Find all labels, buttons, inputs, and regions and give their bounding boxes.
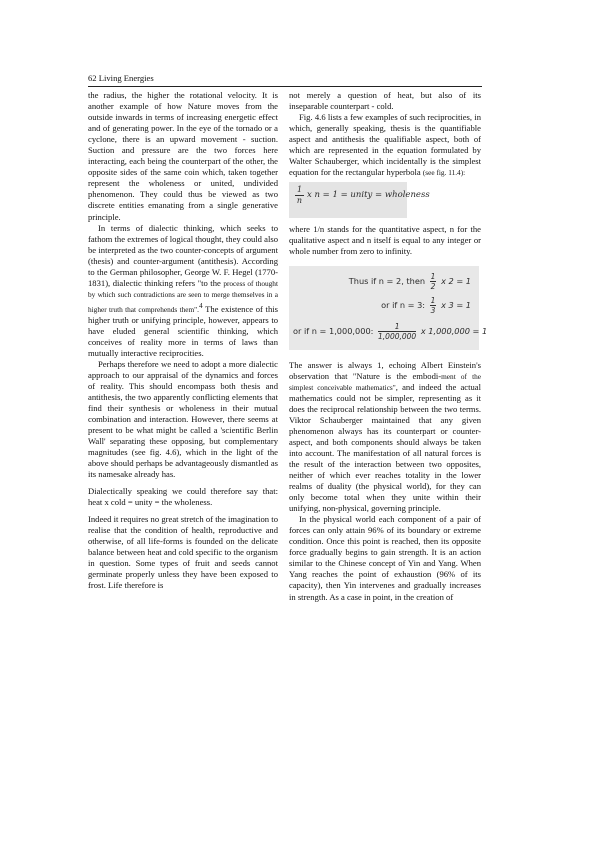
hyperbola-equation-figure xyxy=(289,182,430,218)
fraction-denominator: 2 xyxy=(430,281,436,291)
running-head-text: 62 Living Energies xyxy=(88,73,154,83)
equation-text: Thus if n = 2, then xyxy=(348,275,426,286)
fraction-numerator: 1 xyxy=(296,185,303,195)
left-column xyxy=(88,90,278,591)
paragraph-fig-ref xyxy=(289,112,481,178)
equation-line-3 xyxy=(293,322,487,341)
fraction-numerator: 1 xyxy=(378,322,416,332)
equation-text: or if n = 1,000,000: xyxy=(293,325,374,336)
fraction xyxy=(430,272,437,291)
text-run: The answer is always 1, echoing Albert Einstein's observation that "Nature is the embodi- xyxy=(289,359,481,381)
right-column xyxy=(289,90,488,603)
paragraph: Dialectically speaking we could therefore say that: heat x cold = unity = the wholeness. xyxy=(88,485,278,507)
figure-reference: (see fig. 11.4): xyxy=(422,168,466,178)
fraction-denominator: n xyxy=(296,196,303,206)
paragraph: where 1/n stands for the quantitative aspect, n for the qualitative aspect and n itself is equal to any integer or whole number from zero to infinity. xyxy=(289,224,481,257)
fraction-denominator: 3 xyxy=(430,305,436,315)
quotation-small: ment of the simplest conceivable mathematics" xyxy=(289,371,482,392)
equation-text: x 2 = 1 xyxy=(441,275,471,286)
equation-line-1 xyxy=(349,272,471,291)
paragraph: Indeed it requires no great stretch of the imagination to realise that the condition of health, reproductive and otherwise, of all life-forms is founded on the delicate balance between heat and cold specific to the organism in question. Some types of fruit and seeds cannot germinate properly unless they have been exposed to frost. Life therefore is xyxy=(88,513,278,590)
footnote-marker: 4 xyxy=(198,300,203,310)
fraction xyxy=(378,322,416,341)
text-run: , and indeed the actual mathematics could not be simpler, representing as it does the reciprocal relationship between the two terms. Viktor Schauberger maintained that any given phenomenon always has its counterpart or counter-aspect, and both components should always be taken into account. The manifestation of all natural forces is the result of the interaction between two opposites, neither of which ever reaches totality in the lower realms of duality (the physical world), for they can only become total when they unite within their unifying, non-physical, governing principle. xyxy=(289,381,482,514)
text-run: In terms of dialectic thinking, which seeks to fathom the extremes of logical thought, they could also be interpreted as the two counter-concepts of argument (thesis) and counter-argument (antithesis). According to the German philosopher, George W. F. Hegel (1770-1831), dialectic thinking refers "to the xyxy=(88,222,278,288)
equation-text: x 1,000,000 = 1 xyxy=(420,325,488,336)
equation-text: or if n = 3: xyxy=(381,299,426,310)
paragraph-dialectic xyxy=(88,223,278,359)
paragraph: the radius, the higher the rotational velocity. It is another example of how Nature moves from the outside inwards in terms of increasing energetic effect and of generating power. In the eye of the tornado or a cyclone, there is an upward movement - suction. Suction and pressure are the two forces here interacting, each being the counterpart of the other, the opposite sides of the same coin which, taken together represent the wholeness or united, undivided phenomenon. They could thus be viewed as two discrete entities emanating from a single generative principle. xyxy=(88,90,278,222)
paragraph-einstein xyxy=(289,360,481,515)
quotation-small: process of thought by which such contradictions are seen to merge themselves in a higher truth that comprehends them". xyxy=(88,278,278,314)
fraction xyxy=(295,185,304,206)
fraction xyxy=(430,296,437,315)
reciprocal-examples-figure xyxy=(289,266,488,350)
fraction-numerator: 1 xyxy=(430,271,436,281)
paragraph: Perhaps therefore we need to adopt a more dialectic approach to our appraisal of the dynamics and forces of reality. This should encompass both thesis and antithesis, the two apparently conflicting elements that find their synthesis or wholeness in their mutual combination and interaction. However, there seems at present to be what might be called a 'scientific Berlin Wall' separating these opposing, but complementary magnitudes (see fig. 4.6), which in the light of the above should perhaps be advantageously dismantled as its namesake already has. xyxy=(88,358,278,480)
equation-text: x n = 1 = unity = wholeness xyxy=(307,190,430,201)
fraction-denominator: 1,000,000 xyxy=(378,331,417,341)
running-header xyxy=(88,72,482,87)
paragraph: not merely a question of heat, but also of its inseparable counterpart - cold. xyxy=(289,90,481,112)
paragraph: In the physical world each component of a pair of forces can only attain 96% of its boundary or extreme condition. Once this point is reached, then its opposite force gradually begins to gain strength. It is an action similar to the Chinese concept of Yin and Yang. When Yang reaches the point of exhaustion (96% of its capacity), then Yin intervenes and gradually increases in strength. As a case in point, in the creation of xyxy=(289,514,481,602)
equation-line-2 xyxy=(381,296,471,315)
text-run: The existence of this higher truth or unifying principle, however, appears to have eluded general scientific thinking, which conceives of reality more in terms of laws than mutually interactive reciprocities. xyxy=(88,303,278,358)
fraction-numerator: 1 xyxy=(430,295,436,305)
equation-text: x 3 = 1 xyxy=(441,299,471,310)
text-run: Fig. 4.6 lists a few examples of such reciprocities, in which, generally speaking, thesis is the quantifiable aspect and antithesis the qualifiable aspect, both of which are represented in the equation formulated by Walter Schauberger, which incidentally is the simplest equation for the rectangular hyperbola xyxy=(289,112,481,178)
